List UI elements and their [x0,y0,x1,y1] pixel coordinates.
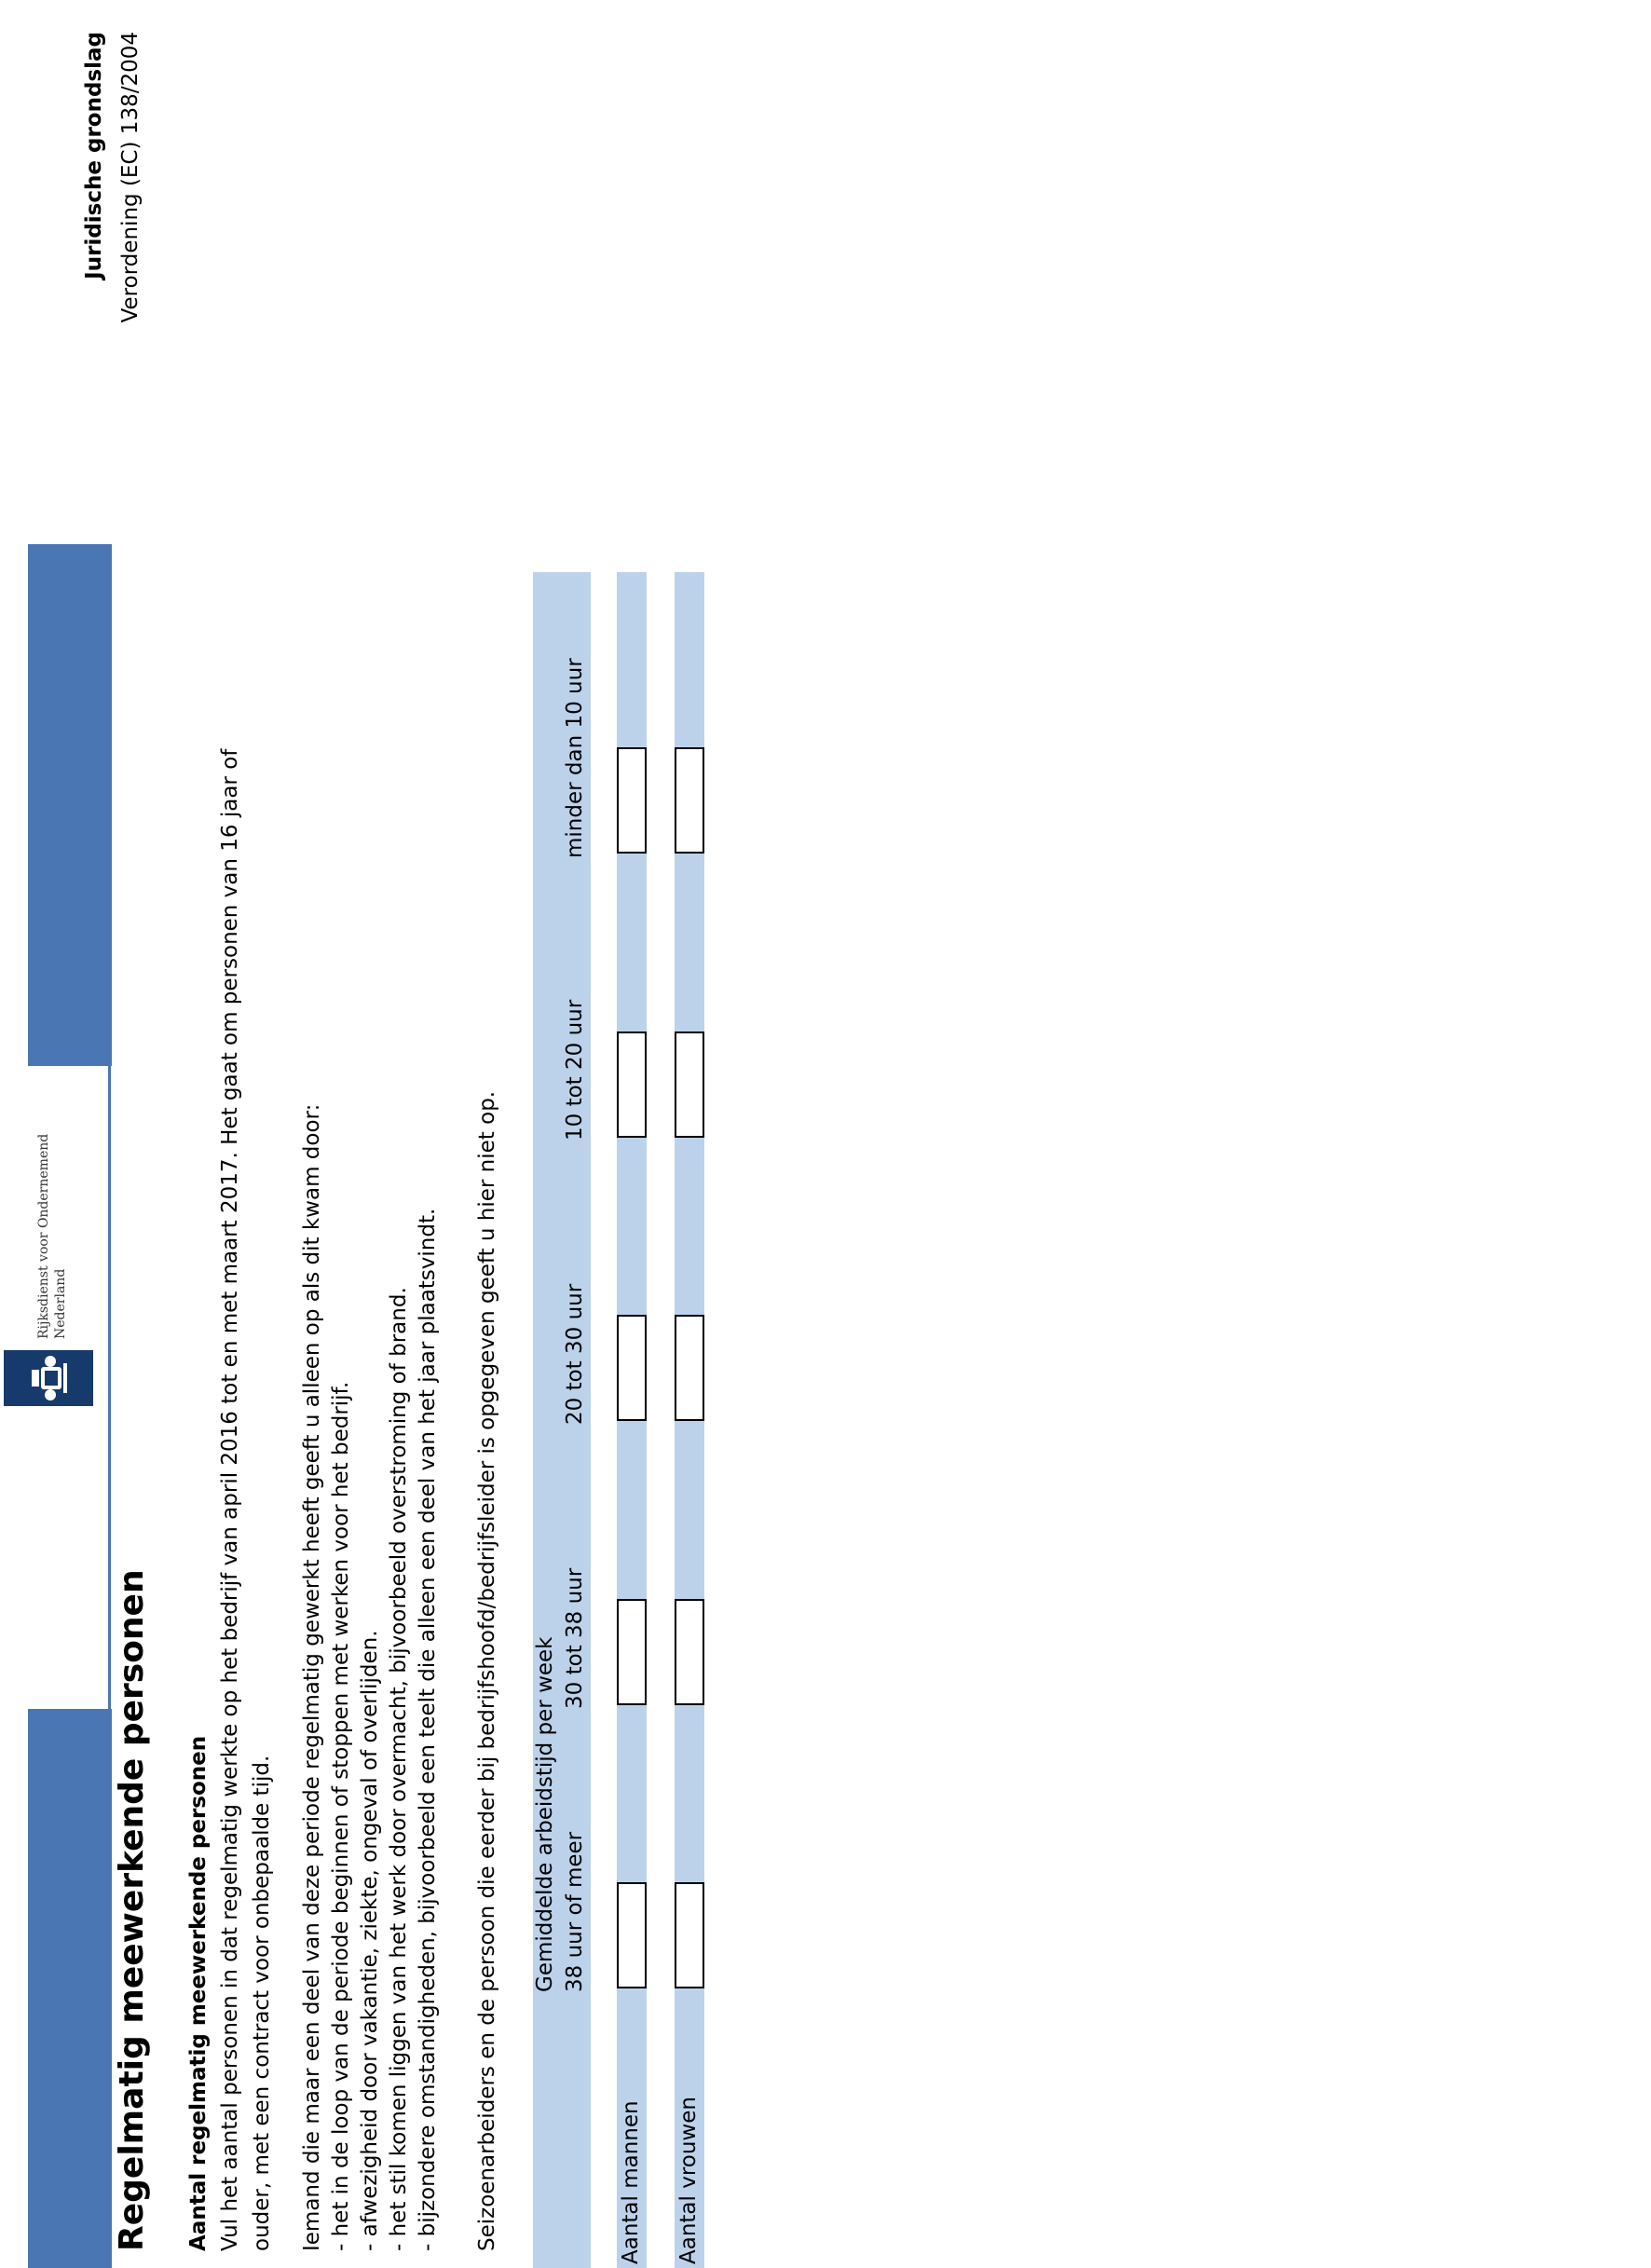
legal-basis-title: Juridische grondslag [82,32,106,280]
men-under-10-input[interactable] [617,747,647,854]
row-label-women: Aantal vrouwen [676,2097,701,2264]
men-30-38-input[interactable] [617,1599,647,1705]
column-header: 30 tot 38 uur [563,1567,587,1709]
men-38plus-input[interactable] [617,1882,647,1988]
row-label-men: Aantal mannen [619,2100,643,2264]
note-text: Seizoenarbeiders en de persoon die eerder bij bedrijfshoofd/bedrijfsleider is opgegeven geeft u hier niet op. [475,1090,499,2251]
column-header: 38 uur of meer [563,1831,587,1992]
women-20-30-input[interactable] [675,1315,704,1421]
rule-item: - het stil komen liggen van het werk door overmacht, bijvoorbeeld overstroming of brand. [387,1287,411,2251]
rule-item: - afwezigheid door vakantie, ziekte, ongeval of overlijden. [358,1630,382,2251]
intro-line-2: ouder, met een contract voor onbepaalde tijd. [250,1755,274,2251]
rule-item: - het in de loop van de periode beginnen of stoppen met werken voor het bedrijf. [329,1381,353,2251]
men-20-30-input[interactable] [617,1315,647,1421]
page-title: Regelmatig meewerkende personen [113,1569,151,2251]
table-group-header: Gemiddelde arbeidstijd per week [533,1636,557,1992]
logo-org-line1: Rijksdienst voor Ondernemend [36,1133,51,1339]
men-10-20-input[interactable] [617,1032,647,1138]
column-header: minder dan 10 uur [563,658,587,858]
rule-item: - bijzondere omstandigheden, bijvoorbeeld een teelt die alleen een deel van het jaar plaatsvindt. [416,1208,440,2251]
logo [0,1108,112,1406]
section-subtitle: Aantal regelmatig meewerkende personen [186,1735,211,2251]
women-38plus-input[interactable] [675,1882,704,1988]
rules-intro: Iemand die maar een deel van deze periode regelmatig gewerkt heeft geeft u alleen op als dit kwam door: [300,1103,324,2251]
logo-org-line2: Nederland [53,1268,68,1339]
women-30-38-input[interactable] [675,1599,704,1705]
header-band-right [28,544,112,1066]
coat-of-arms-icon [4,1350,93,1406]
women-under-10-input[interactable] [675,747,704,854]
intro-line-1: Vul het aantal personen in dat regelmatig werkte op het bedrijf van april 2016 tot en met maart 2017. Het gaat om personen van 16 jaar of [218,748,242,2251]
column-header: 10 tot 20 uur [563,999,587,1141]
header-band-left [28,1709,112,2268]
legal-basis-text: Verordening (EC) 138/2004 [118,32,143,323]
women-10-20-input[interactable] [675,1032,704,1138]
column-header: 20 tot 30 uur [563,1283,587,1425]
